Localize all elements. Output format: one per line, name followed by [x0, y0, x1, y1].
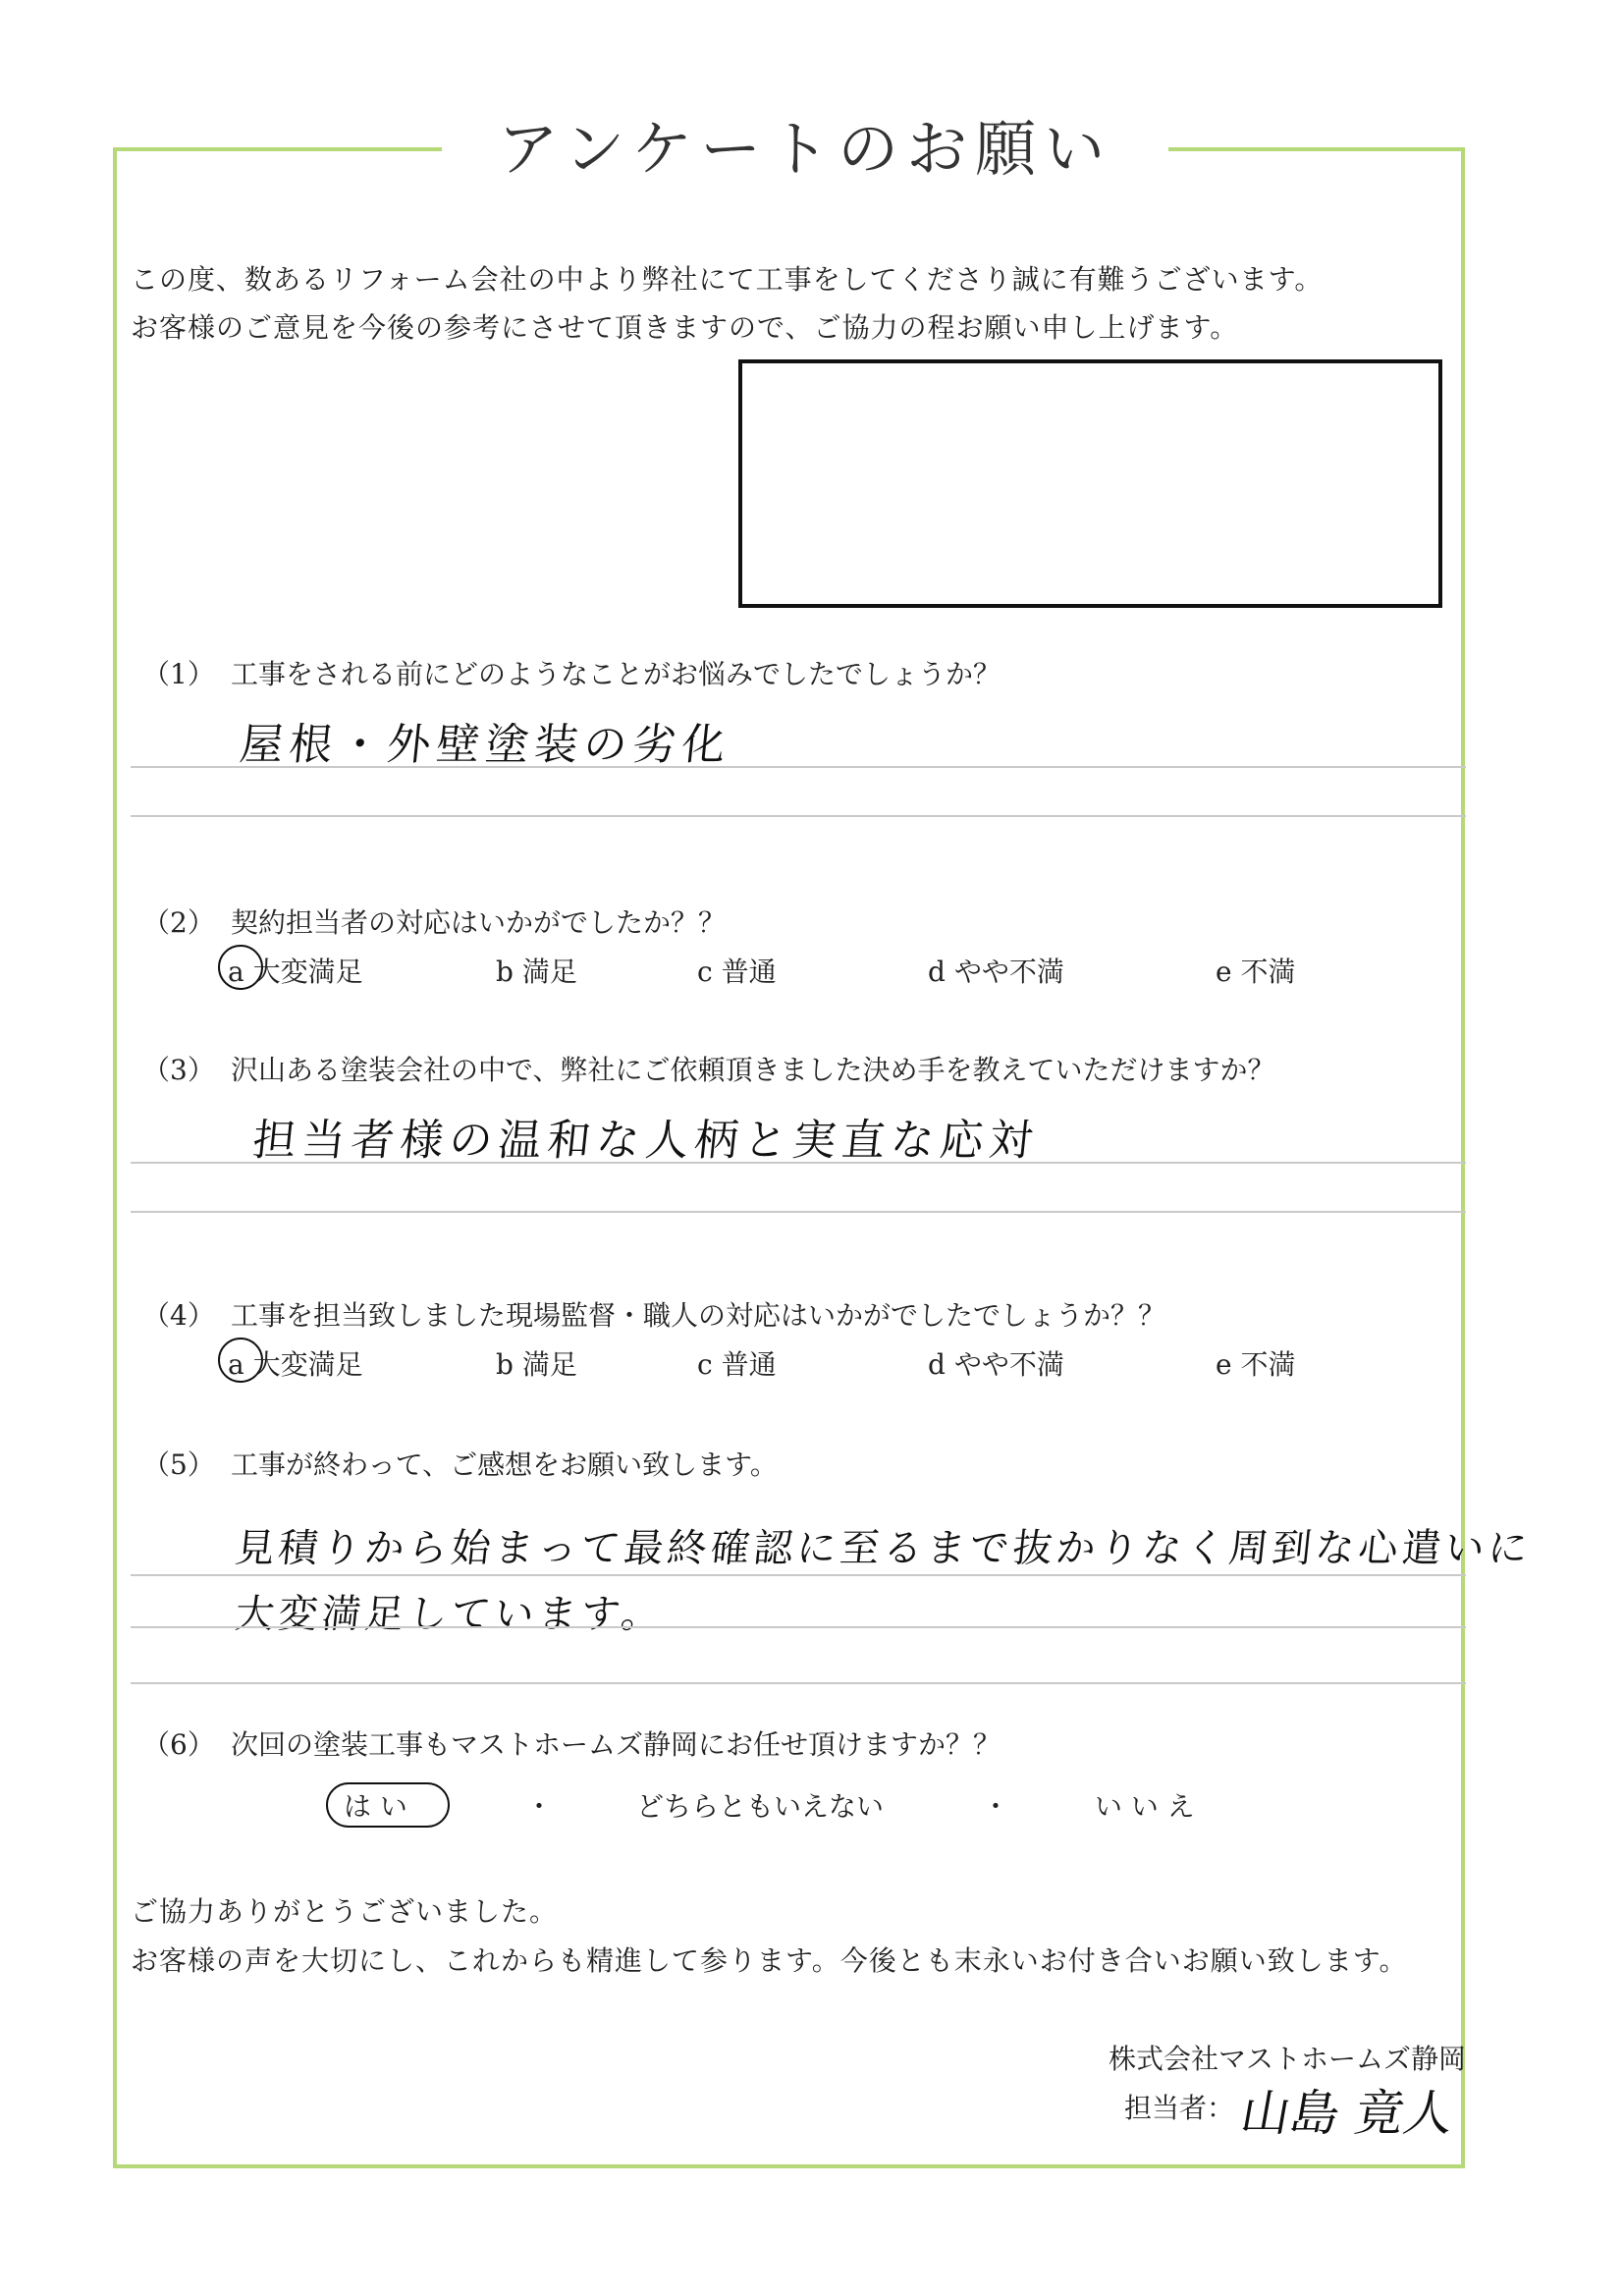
answer-rule [131, 815, 1466, 817]
question-number: （1） [142, 658, 215, 690]
option-c[interactable]: c 普通 [697, 1348, 777, 1381]
option-a[interactable]: a 大変満足 [228, 956, 363, 988]
closing-line-2: お客様の声を大切にし、これからも精進して参ります。今後とも末永いお付き合いお願い致します。 [131, 1944, 1408, 1977]
staff-signature: 山島 竟人 [1236, 2085, 1459, 2142]
answer-rule [131, 1626, 1466, 1628]
option-b[interactable]: b 満足 [496, 956, 577, 988]
answer-3: 担当者様の温和な人柄と実直な応対 [249, 1116, 1042, 1166]
question-text: 工事をされる前にどのようなことがお悩みでしたでしょうか？ [231, 658, 1001, 690]
closing-line-1: ご協力ありがとうございました。 [131, 1895, 559, 1928]
question-number: （2） [142, 906, 215, 939]
intro-line-1: この度、数あるリフォーム会社の中より弊社にて工事をしてくださり誠に有難うございます。 [131, 263, 1324, 296]
question-number: （6） [142, 1728, 215, 1761]
answer-rule [131, 1682, 1466, 1684]
question-number: （3） [142, 1054, 215, 1086]
question-text: 次回の塗装工事もマストホームズ静岡にお任せ頂けますか？？ [231, 1728, 1001, 1761]
answer-5-line-1: 見積りから始まって最終確認に至るまで抜かりなく周到な心遣いに [233, 1526, 1535, 1571]
option-c[interactable]: c 普通 [697, 956, 777, 988]
question-text: 工事が終わって、ご感想をお願い致します。 [231, 1449, 778, 1481]
option-no[interactable]: い い え [1095, 1790, 1195, 1823]
answer-5-line-2: 大変満足しています。 [233, 1592, 667, 1637]
company-name: 株式会社マストホームズ静岡 [1108, 2043, 1466, 2075]
separator-dot: ・ [525, 1790, 554, 1823]
option-e[interactable]: e 不満 [1216, 956, 1296, 988]
answer-rule [131, 1574, 1466, 1576]
answer-1: 屋根・外壁塗装の劣化 [237, 720, 734, 770]
option-yes[interactable]: は い [344, 1790, 407, 1823]
option-a[interactable]: a 大変満足 [228, 1348, 363, 1381]
page-title: アンケートのお願い [442, 110, 1168, 189]
answer-rule [131, 1162, 1466, 1164]
option-d[interactable]: d やや不満 [928, 956, 1064, 988]
option-d[interactable]: d やや不満 [928, 1348, 1064, 1381]
answer-rule [131, 766, 1466, 768]
option-e[interactable]: e 不満 [1216, 1348, 1296, 1381]
staff-label: 担当者： [1124, 2092, 1235, 2124]
question-text: 工事を担当致しました現場監督・職人の対応はいかがでしたでしょうか？？ [231, 1299, 1166, 1332]
separator-dot: ・ [982, 1790, 1010, 1823]
question-text: 沢山ある塗装会社の中で、弊社にご依頼頂きました決め手を教えていただけますか？ [231, 1054, 1275, 1086]
question-number: （4） [142, 1299, 215, 1332]
customer-info-box [738, 359, 1442, 608]
option-b[interactable]: b 満足 [496, 1348, 577, 1381]
question-text: 契約担当者の対応はいかがでしたか？？ [231, 906, 727, 939]
answer-rule [131, 1211, 1466, 1213]
option-neither[interactable]: どちらともいえない [636, 1790, 885, 1823]
intro-line-2: お客様のご意見を今後の参考にさせて頂きますので、ご協力の程お願い申し上げます。 [131, 311, 1239, 344]
question-number: （5） [142, 1449, 215, 1481]
